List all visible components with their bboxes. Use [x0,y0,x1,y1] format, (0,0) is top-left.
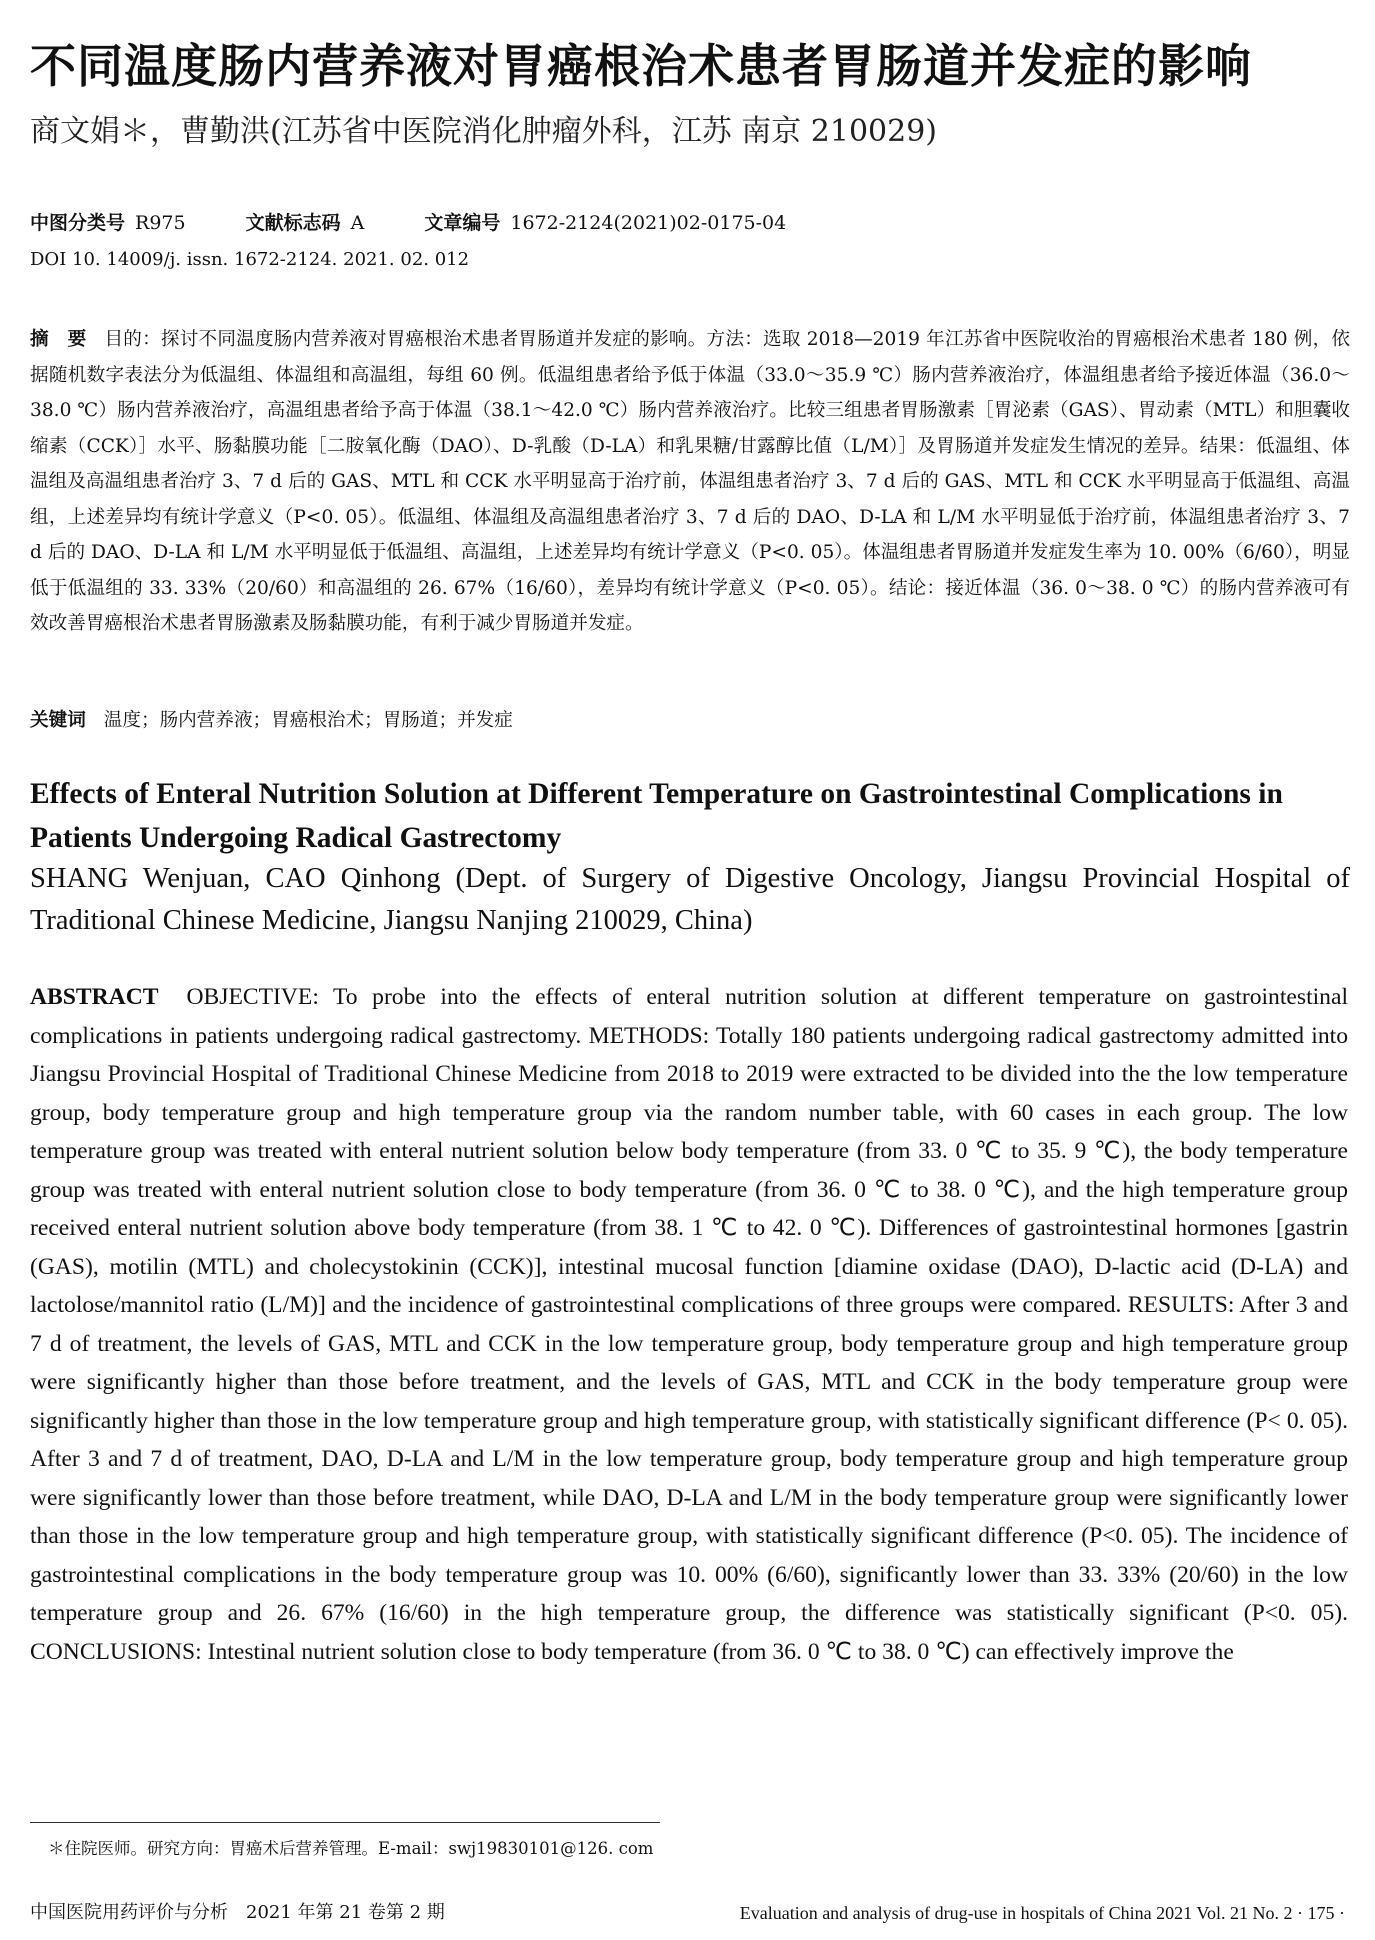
article-number-label: 文章编号 [424,212,501,234]
cn-abstract [30,322,1350,642]
journal-footer-cn: 中国医院用药评价与分析 2021 年第 21 卷第 2 期 [30,1902,445,1923]
doc-code-label: 文献标志码 [245,212,341,234]
journal-footer-en: Evaluation and analysis of drug-use in hospitals of China 2021 Vol. 21 No. 2 · 175 · [739,1903,1345,1923]
footnote-divider [30,1822,660,1823]
en-abstract [30,978,1348,1671]
clc-value: R975 [135,212,186,234]
doi: DOI 10. 14009/j. issn. 1672-2124. 2021. 02. 012 [30,249,470,270]
cn-keywords-label: 关键词 [30,710,86,731]
cn-keywords [30,706,513,736]
cn-abstract-label: 摘 要 [30,329,87,350]
en-abstract-text: OBJECTIVE: To probe into the effects of enteral nutrition solution at different temperature on gastrointestinal complications in patients undergoing radical gastrectomy. METHODS: Totally 180 patients undergoing radical gastrectomy admitted into Jiangsu Provincial Hospital of Traditional Chinese Medicine from 2018 to 2019 were extracted to be divided into the the low temperature group, body temperature group and high temperature group via the random number table, with 60 cases in each group. The low temperature group was treated with enteral nutrient solution below body temperature (from 33. 0 ℃ to 35. 9 ℃), the body temperature group was treated with enteral nutrient solution close to body temperature (from 36. 0 ℃ to 38. 0 ℃), and the high temperature group received enteral nutrient solution above body temperature (from 38. 1 ℃ to 42. 0 ℃). Differences of gastrointestinal hormones [gastrin (GAS), motilin (MTL) and cholecystokinin (CCK)], intestinal mucosal function [diamine oxidase (DAO), D-lactic acid (D-LA) and lactolose/mannitol ratio (L/M)] and the incidence of gastrointestinal complications of three groups were compared. RESULTS: After 3 and 7 d of treatment, the levels of GAS, MTL and CCK in the low temperature group, body temperature group and high temperature group were significantly higher than those before treatment, and the levels of GAS, MTL and CCK in the body temperature group were significantly higher than those in the low temperature group and high temperature group, with statistically significant difference (P< 0. 05). After 3 and 7 d of treatment, DAO, D-LA and L/M in the low temperature group, body temperature group and high temperature group were significantly lower than those before treatment, while DAO, D-LA and L/M in the body temperature group were significantly lower than those in the low temperature group and high temperature group, with statistically significant difference (P<0. 05). The incidence of gastrointestinal complications in the body temperature group was 10. 00% (6/60), significantly lower than 33. 33% (20/60) in the low temperature group and 26. 67% (16/60) in the high temperature group, the difference was statistically significant (P<0. 05). CONCLUSIONS: Intestinal nutrient solution close to body temperature (from 36. 0 ℃ to 38. 0 ℃) can effectively improve the [30,984,1348,1665]
article-number-value: 1672-2124(2021)02-0175-04 [510,212,787,234]
en-authors: SHANG Wenjuan, CAO Qinhong (Dept. of Surgery of Digestive Oncology, Jiangsu Provincial Hospital of Traditional Chinese Medicine, Jiangsu Nanjing 210029, China) [30,863,1350,936]
cn-keywords-text: 温度；肠内营养液；胃癌根治术；胃肠道；并发症 [103,710,513,731]
cn-authors: 商文娟＊，曹勤洪(江苏省中医院消化肿瘤外科，江苏 南京 210029) [30,114,938,149]
en-title: Effects of Enteral Nutrition Solution at Different Temperature on Gastrointestinal Complications in Patients Undergoing Radical Gastrectomy [30,778,1283,854]
cn-title: 不同温度肠内营养液对胃癌根治术患者胃肠道并发症的影响 [30,39,1252,93]
doc-code-value: A [350,212,365,234]
en-abstract-label: ABSTRACT [30,984,159,1010]
classification-line [30,208,786,238]
cn-abstract-text: 目的：探讨不同温度肠内营养液对胃癌根治术患者胃肠道并发症的影响。方法：选取 2018—2019 年江苏省中医院收治的胃癌根治术患者 180 例，依据随机数字表法分为低温组、体温组和高温组，每组 60 例。低温组患者给予低于体温（33.0～35.9 ℃）肠内营养液治疗，体温组患者给予接近体温（36.0～38.0 ℃）肠内营养液治疗，高温组患者给予高于体温（38.1～42.0 ℃）肠内营养液治疗。比较三组患者胃肠激素［胃泌素（GAS）、胃动素（MTL）和胆囊收缩素（CCK）］水平、肠黏膜功能［二胺氧化酶（DAO）、D-乳酸（D-LA）和乳果糖/甘露醇比值（L/M）］及胃肠道并发症发生情况的差异。结果：低温组、体温组及高温组患者治疗 3、7 d 后的 GAS、MTL 和 CCK 水平明显高于治疗前，体温组患者治疗 3、7 d 后的 GAS、MTL 和 CCK 水平明显高于低温组、高温组，上述差异均有统计学意义（P<0. 05）。低温组、体温组及高温组患者治疗 3、7 d 后的 DAO、D-LA 和 L/M 水平明显低于治疗前，体温组患者治疗 3、7 d 后的 DAO、D-LA 和 L/M 水平明显低于低温组、高温组，上述差异均有统计学意义（P<0. 05）。体温组患者胃肠道并发症发生率为 10. 00%（6/60），明显低于低温组的 33. 33%（20/60）和高温组的 26. 67%（16/60），差异均有统计学意义（P<0. 05）。结论：接近体温（36. 0～38. 0 ℃）的肠内营养液可有效改善胃癌根治术患者胃肠激素及肠黏膜功能，有利于减少胃肠道并发症。 [30,329,1350,634]
footnote: ＊住院医师。研究方向：胃癌术后营养管理。E-mail：swj19830101@126. com [48,1839,654,1858]
clc-label: 中图分类号 [30,212,126,234]
